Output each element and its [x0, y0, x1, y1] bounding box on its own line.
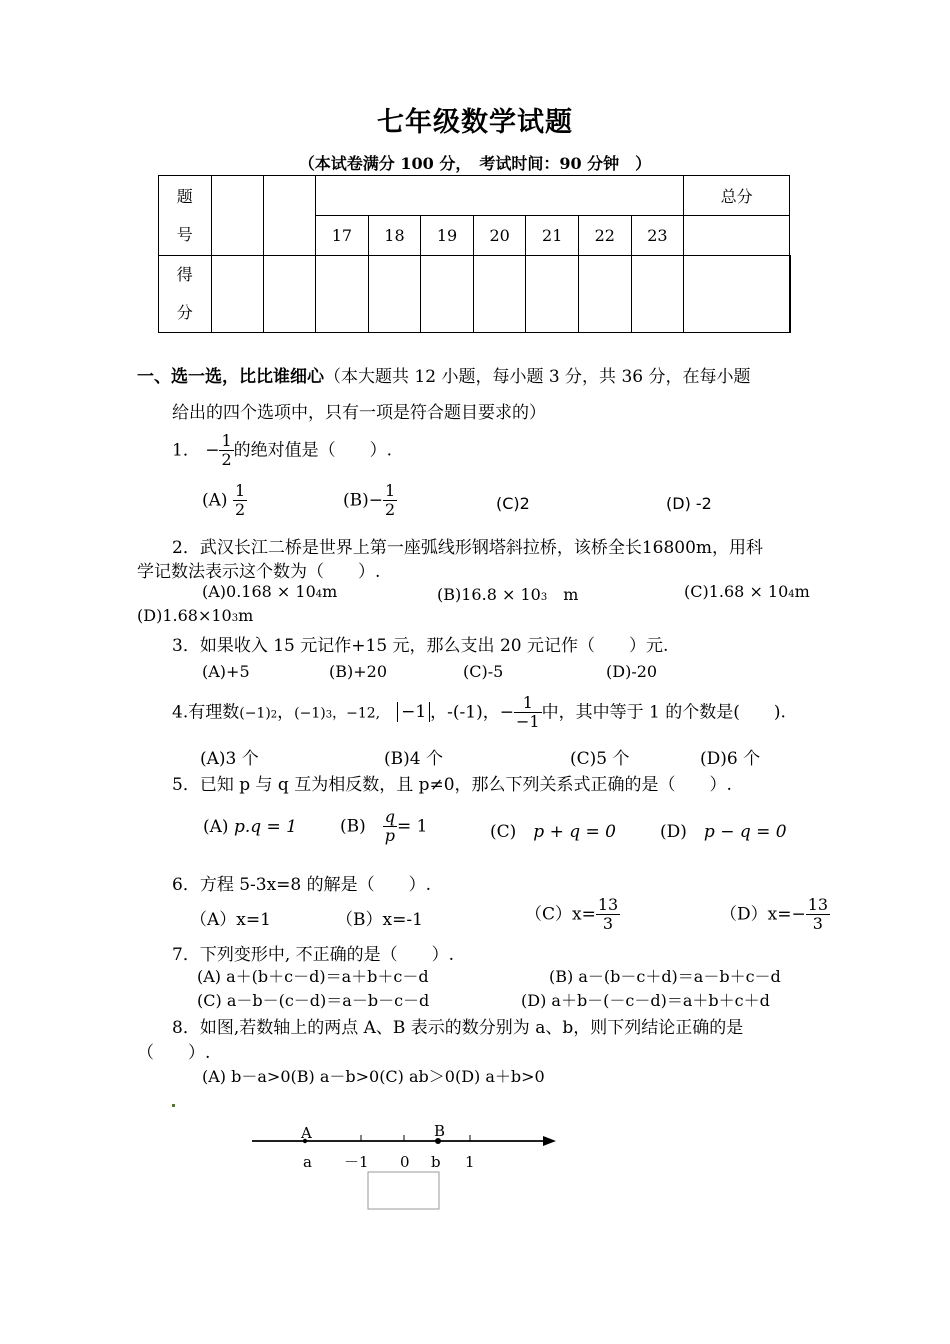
score-cell[interactable]: [631, 256, 684, 333]
q1-option-c[interactable]: (C)2: [496, 494, 530, 513]
blank-cell: [211, 176, 263, 256]
q6-option-a[interactable]: （A）x=1: [190, 910, 271, 930]
question-2: 2．武汉长江二桥是世界上第一座弧线形钢塔斜拉桥，该桥全长16800m，用科: [172, 538, 764, 558]
question-number: 20: [473, 216, 526, 256]
question-number: 19: [421, 216, 474, 256]
score-cell[interactable]: [526, 256, 579, 333]
score-cell[interactable]: [211, 256, 263, 333]
q2-option-a[interactable]: (A)0.168 × 104m: [202, 582, 338, 601]
question-1: 1． − $\frac{1}{2}$ 的绝对值是（ ）.: [172, 431, 393, 470]
total-label: 总分: [684, 176, 790, 216]
tick-label-a: a: [303, 1153, 312, 1171]
blank-cell: [263, 176, 315, 256]
q1-option-d[interactable]: (D) -2: [666, 494, 712, 513]
q7-option-d[interactable]: (D) a＋b－(－c－d)＝a＋b＋c＋d: [521, 991, 770, 1010]
q3-option-a[interactable]: (A)+5: [202, 662, 250, 681]
q2-option-c[interactable]: (C)1.68 × 104m: [684, 582, 810, 601]
score-cell[interactable]: [684, 256, 790, 333]
section1-note: （本大题共 12 小题，每小题 3 分，共 36 分，在每小题: [324, 367, 751, 387]
question-6: 6．方程 5-3x=8 的解是（ ）.: [172, 875, 432, 895]
q7-option-a[interactable]: (A) a＋(b＋c－d)＝a＋b＋c－d: [197, 967, 429, 986]
number-line-figure: [0, 1095, 950, 1220]
q2-option-d[interactable]: (D)1.68×103m: [137, 606, 254, 625]
stray-mark: [172, 1104, 175, 1107]
q2-option-b[interactable]: (B)16.8 × 103 m: [437, 585, 579, 604]
question-2-cont: 学记数法表示这个数为（ ）.: [137, 562, 381, 582]
q6-option-b[interactable]: （B）x=-1: [336, 910, 423, 930]
q7-option-c[interactable]: (C) a－b－(c－d)＝a－b－c－d: [197, 991, 430, 1010]
q6-option-d[interactable]: （D）x=− $\frac{13}{3}$: [720, 895, 829, 934]
question-8-cont: （ ）.: [137, 1043, 211, 1063]
q5-option-a[interactable]: (A) p.q = 1: [203, 817, 297, 837]
score-cell[interactable]: [579, 256, 632, 333]
score-cell[interactable]: [421, 256, 474, 333]
q5-option-c[interactable]: (C) p + q = 0: [490, 822, 616, 842]
question-number: 22: [579, 216, 632, 256]
question-header-span: [316, 176, 684, 216]
q5-option-d[interactable]: (D) p − q = 0: [660, 822, 787, 842]
question-5: 5．已知 p 与 q 互为相反数，且 p≠0，那么下列关系式正确的是（ ）.: [172, 775, 732, 795]
q5-option-b[interactable]: (B) $\frac{q}{p}$ = 1: [340, 807, 428, 846]
score-cell[interactable]: [263, 256, 315, 333]
question-7: 7．下列变形中, 不正确的是（ ）.: [172, 945, 455, 965]
question-number: 21: [526, 216, 579, 256]
total-score-cell[interactable]: [790, 256, 791, 333]
q4-option-c[interactable]: (C)5 个: [570, 749, 630, 769]
label-A: A: [301, 1124, 312, 1142]
question-3: 3．如果收入 15 元记作+15 元，那么支出 20 元记作（ ）元.: [172, 636, 669, 656]
score-table: [158, 175, 791, 333]
exam-subtitle: （本试卷满分 100 分， 考试时间：90 分钟 ）: [298, 154, 652, 173]
question-8: 8．如图,若数轴上的两点 A、B 表示的数分别为 a、b，则下列结论正确的是: [172, 1018, 744, 1038]
section1-heading: 一、选一选，比比谁细心: [137, 367, 324, 387]
q4-option-b[interactable]: (B)4 个: [384, 749, 443, 769]
arrow-head-icon: [543, 1136, 556, 1146]
q7-option-b[interactable]: (B) a－(b－c＋d)＝a－b＋c－d: [549, 967, 781, 986]
tick-label-b: b: [431, 1153, 441, 1171]
score-cell[interactable]: [368, 256, 421, 333]
page-title: 七年级数学试题: [377, 107, 573, 138]
absolute-value-expr: −1: [397, 702, 430, 722]
fraction: $\frac{1}{2}$: [221, 431, 232, 470]
q1-option-a[interactable]: (A) $\frac{1}{2}$: [202, 481, 246, 520]
tick-label-zero: 0: [400, 1153, 410, 1171]
question-number: 18: [368, 216, 421, 256]
row-label-score: 得 分: [159, 256, 212, 333]
score-cell[interactable]: [473, 256, 526, 333]
tick-label-minus-one: －1: [344, 1153, 369, 1171]
label-B: B: [434, 1122, 446, 1140]
question-4: 4.有理数(−1)2，(−1)3，−12, −1 ，-(-1)，− $\frac{1}{-1}$ 中，其中等于 1 的个数是( ).: [172, 693, 786, 732]
q8-options[interactable]: (A) b－a>0(B) a－b>0(C) ab＞0(D) a＋b>0: [202, 1067, 545, 1086]
question-number: 23: [631, 216, 684, 256]
total-blank: [684, 216, 790, 256]
q4-option-a[interactable]: (A)3 个: [200, 749, 259, 769]
tick-label-one: 1: [465, 1153, 475, 1171]
q3-option-b[interactable]: (B)+20: [329, 662, 388, 681]
empty-box: [368, 1172, 439, 1209]
section1-note-2: 给出的四个选项中，只有一项是符合题目要求的）: [172, 403, 546, 423]
q3-option-d[interactable]: (D)-20: [606, 662, 658, 681]
score-cell[interactable]: [316, 256, 369, 333]
section1-heading-line: [137, 362, 751, 387]
q4-option-d[interactable]: (D)6 个: [700, 749, 761, 769]
q6-option-c[interactable]: （C）x= $\frac{13}{3}$: [525, 895, 619, 934]
q1-option-b[interactable]: (B)− $\frac{1}{2}$: [343, 481, 396, 520]
question-number: 17: [316, 216, 369, 256]
q3-option-c[interactable]: (C)-5: [463, 662, 504, 681]
row-label-question: 题 号: [159, 176, 212, 256]
